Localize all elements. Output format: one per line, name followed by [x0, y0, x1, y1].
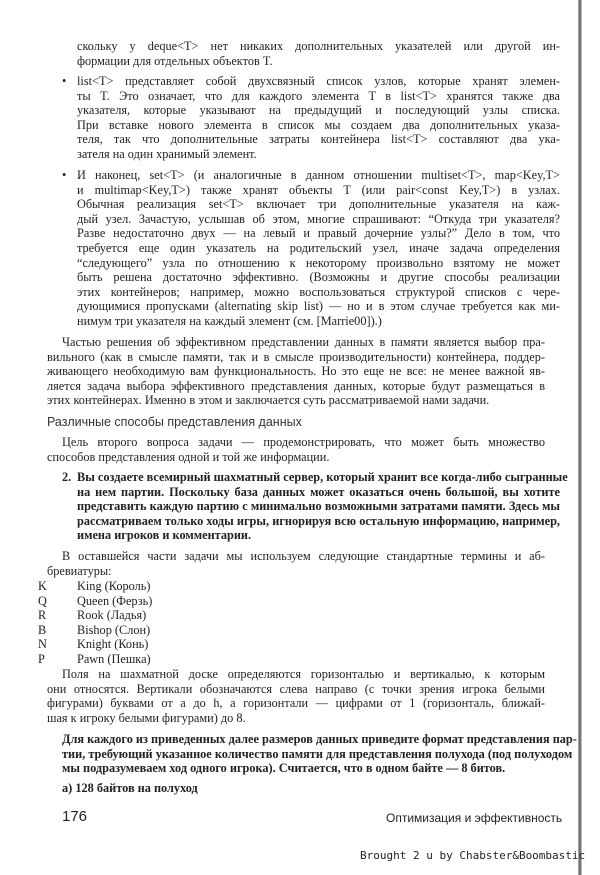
text-line: зателя на один хранимый элемент. — [77, 146, 257, 161]
text-line: рассматриваем только ходы игры, игнорируя всю остальную информацию, например, — [77, 513, 560, 528]
text-line: “следующего” узла по отношению к некоторому произвольно взятому не может — [77, 255, 560, 270]
text-line: дующимися пропусками (alternating skip list) — но и в этом случае требуется как ми- — [77, 299, 560, 314]
text-line: бревиатуры: — [47, 563, 112, 578]
question-number: 2. — [62, 470, 72, 484]
text-line: способов представления одной и той же информации. — [47, 449, 330, 464]
text-line: теля, так что дополнительные затраты контейнера list<T> составляют два ука- — [77, 132, 560, 147]
text-line: Цель второго вопроса задачи — продемонстрировать, что может быть множество — [62, 435, 545, 449]
abbr-key: P — [38, 651, 45, 666]
text-line: Обычная реализация set<T> включает три дополнительные указателя на каж- — [77, 197, 560, 212]
text-line: и multimap<Key,T>) также хранят объекты T (или pair<const Key,T>) в узлах. — [77, 182, 560, 197]
abbreviation-row — [38, 579, 152, 594]
text-line: на нем партии. Поскольку база данных может оказаться очень большой, вы хотите — [77, 484, 560, 499]
bullet-icon: • — [62, 74, 67, 88]
text-line: Вы создаете всемирный шахматный сервер, который хранит все когда-либо сыгранные — [77, 470, 568, 484]
abbreviation-row — [38, 623, 152, 638]
text-line: ляется задача выбора эффективного представления данных, которые будут размещаться в — [47, 378, 545, 393]
text-line: вильного (как в смысле памяти, так и в смысле производительности) контейнера, поддер- — [47, 349, 545, 364]
abbr-key: R — [38, 608, 47, 623]
running-footer-title: Оптимизация и эффективность — [386, 811, 563, 825]
paragraph — [47, 549, 545, 578]
abbreviation-row — [38, 652, 152, 667]
paragraph — [47, 335, 545, 408]
abbreviation-list — [38, 579, 152, 667]
text-line: В оставшейся части задачи мы используем следующие стандартные термины и аб- — [62, 549, 545, 563]
page-number: 176 — [62, 808, 88, 825]
page-edge-shadow — [578, 0, 582, 875]
bullet-icon: • — [62, 168, 67, 182]
abbreviation-row — [38, 637, 152, 652]
text-line: Поля на шахматной доске определяются горизонталью и вертикалью, к которым — [62, 667, 545, 681]
text-line: представить каждую партию с минимально возможными затратами памяти. Здесь мы — [77, 499, 560, 514]
text-line: list<T> представляет собой двухсвязный список узлов, которые хранят элемен- — [77, 74, 560, 88]
scan-credit: Brought 2 u by Chabster&Boombastic — [360, 849, 586, 862]
text-line: скольку у deque<T> нет никаких дополнительных указателей или другой ин- — [77, 39, 560, 53]
abbr-value: Bishop (Слон) — [77, 622, 151, 637]
subitem-a: а) 128 байтов на полуход — [62, 781, 198, 795]
text-line: шая к игроку белыми фигурами) до 8. — [47, 710, 246, 725]
text-line: формации для отдельных объектов T. — [77, 53, 273, 68]
section-heading: Различные способы представления данных — [47, 415, 302, 429]
abbr-value: King (Король) — [77, 579, 151, 593]
task-paragraph — [62, 732, 577, 776]
text-line: фигурами) буквами от a до h, а горизонтали — цифрами от 1 (горизонталь, ближай- — [47, 696, 545, 711]
abbr-value: Queen (Ферзь) — [77, 593, 153, 608]
text-line: дый узел. Зачастую, услышав об этом, многие спрашивают: “Откуда три указателя? — [77, 211, 560, 226]
text-line: Частью решения об эффективном представлении данных в памяти является выбор пра- — [62, 335, 545, 349]
abbr-value: Knight (Конь) — [77, 637, 149, 652]
text-line: При вставке нового элемента в список мы создаем два дополнительных указа- — [77, 117, 560, 132]
text-line: указателя, которые указывают на предыдущий и последующий узлы списка. — [77, 103, 560, 118]
text-line: требуется еще один указатель на родительский узел, иначе задача определения — [77, 240, 560, 255]
abbreviation-row — [38, 608, 152, 623]
text-line: И наконец, set<T> (и аналогичные в данном отношении multiset<T>, map<Key,T> — [77, 168, 560, 182]
bullet-list-item — [62, 74, 560, 162]
paragraph — [47, 435, 545, 464]
text-line: нимум три указателя на каждый элемент (см. [Marrie00]).) — [77, 313, 382, 328]
text-line: Для каждого из приведенных далее размеров данных приведите формат представления пар- — [62, 732, 577, 746]
intro-paragraph — [62, 39, 560, 68]
abbreviation-row — [38, 594, 152, 609]
abbr-key: K — [38, 579, 47, 593]
text-line: ты T. Это означает, что для каждого элемента T в list<T> хранятся также два — [77, 88, 560, 103]
abbr-key: Q — [38, 593, 47, 608]
text-line: они относятся. Вертикали обозначаются слева направо (с точки зрения игрока белыми — [47, 681, 545, 696]
text-line: Разве недостаточно двух — на левый и правый дочерние узлы?” Дело в том, что — [77, 226, 560, 241]
paragraph — [47, 667, 545, 725]
text-line: тии, требующий указанное количество памяти для представления полухода (под полуходом — [62, 746, 573, 761]
text-line: быть решена достаточно эффективно. (Возможны и другие способы реализации — [77, 270, 560, 285]
text-line: мы подразумеваем ход одного игрока). Считается, что в одном байте — 8 битов. — [62, 761, 506, 776]
abbr-value: Rook (Ладья) — [77, 608, 147, 623]
text-line: этих контейнеров; например, можно воспользоваться структурой списков с чере- — [77, 284, 560, 299]
question-2 — [62, 470, 568, 543]
text-line: имена игроков и комментарии. — [77, 528, 252, 543]
abbr-key: B — [38, 622, 47, 637]
text-line: живающего необходимую вам функциональность. Но это еще не все: не менее важной яв- — [47, 364, 545, 379]
text-line: этих контейнерах. Именно в этом и заключается суть рассматриваемой нами задачи. — [47, 393, 490, 408]
abbr-value: Pawn (Пешка) — [77, 651, 151, 666]
bullet-list-item — [62, 168, 560, 329]
abbr-key: N — [38, 637, 47, 652]
